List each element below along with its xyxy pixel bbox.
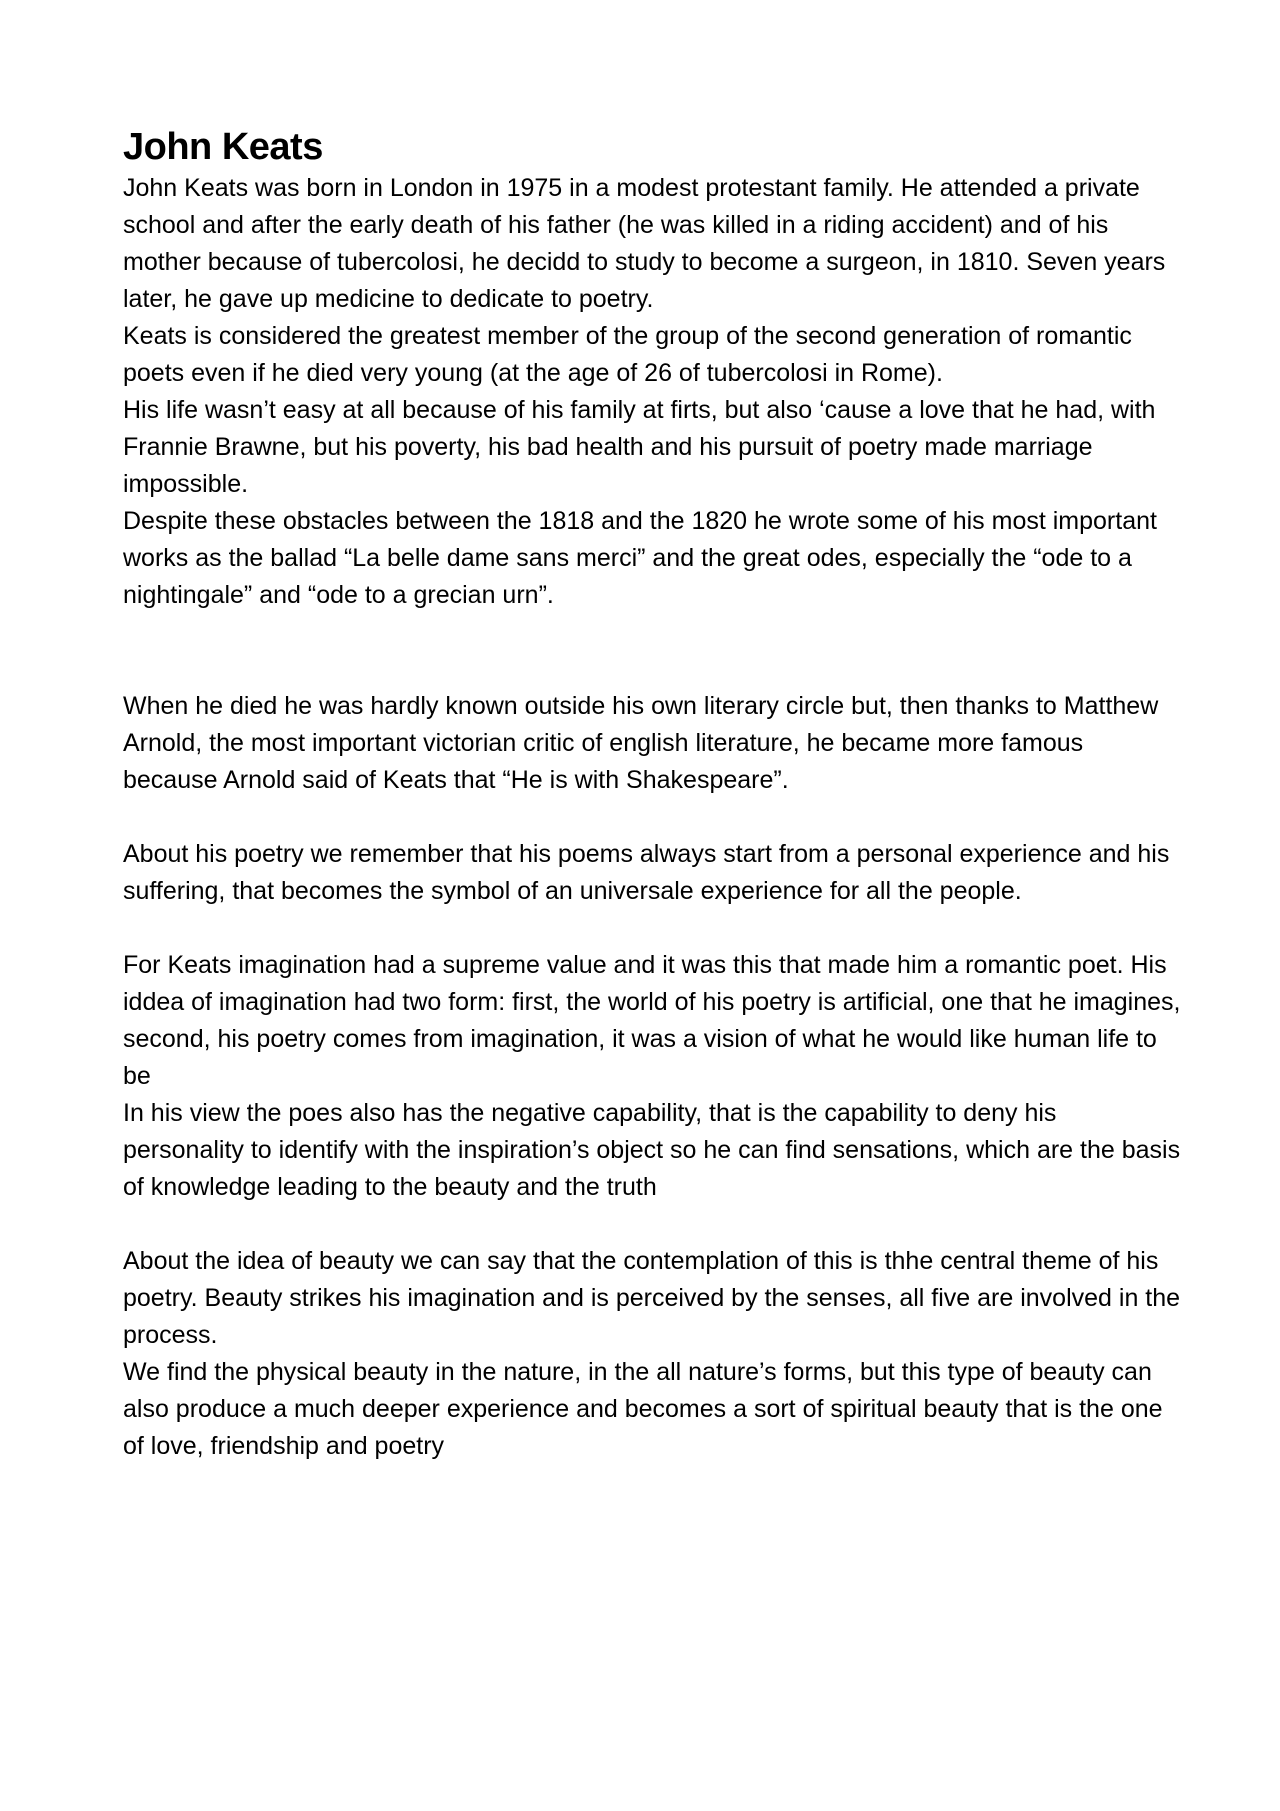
paragraph-birth: John Keats was born in London in 1975 in a modest protestant family. He attended a private school and after the early death of his father (he was killed in a riding accident) and of his mother because of tubercolosi, he decidd to study to become a surgeon, in 1810. Seven years later, he gave up medicine to dedicate to poetry. xyxy=(123,174,1173,313)
paragraph-life: His life wasn’t easy at all because of his family at firts, but also ‘cause a love that he had, with Frannie Brawne, but his poverty, his bad health and his pursuit of poetry made marriage impossible. xyxy=(123,396,1163,498)
paragraph-fame: When he died he was hardly known outside his own literary circle but, then thanks to Matthew Arnold, the most important victorian critic of english literature, he became more famous because Arnold said of Keats that “He is with Shakespeare”. xyxy=(123,692,1164,794)
blank-lines xyxy=(123,614,1183,688)
blank-line xyxy=(123,910,1183,947)
paragraph-romantic-poets: Keats is considered the greatest member of the group of the second generation of romantic poets even if he died very young (at the age of 26 of tubercolosi in Rome). xyxy=(123,322,1139,387)
paragraph-beauty: About the idea of beauty we can say that the contemplation of this is thhe central theme of his poetry. Beauty strikes his imagination and is perceived by the senses, all five are involved in the process. xyxy=(123,1247,1187,1349)
document-page xyxy=(123,124,1188,1465)
paragraph-physical-beauty: We find the physical beauty in the nature, in the all nature’s forms, but this type of beauty can also produce a much deeper experience and becomes a sort of spiritual beauty that is the one of love, friendship and poetry xyxy=(123,1358,1170,1460)
paragraph-negative-capability: In his view the poes also has the negative capability, that is the capability to deny his personality to identify with the inspiration’s object so he can find sensations, which are the basis of knowledge leading to the beauty and the truth xyxy=(123,1099,1188,1201)
paragraph-works: Despite these obstacles between the 1818 and the 1820 he wrote some of his most important works as the ballad “La belle dame sans merci” and the great odes, especially the “ode to a nightingale” and “ode to a grecian urn”. xyxy=(123,507,1164,609)
paragraph-poetry: About his poetry we remember that his poems always start from a personal experience and his suffering, that becomes the symbol of an universale experience for all the people. xyxy=(123,840,1177,905)
paragraph-imagination: For Keats imagination had a supreme value and it was this that made him a romantic poet. His iddea of imagination had two form: first, the world of his poetry is artificial, one that he imagines, second, his poetry comes from imagination, it was a vision of what he would like human life to be xyxy=(123,951,1188,1090)
blank-line xyxy=(123,1206,1183,1243)
blank-line xyxy=(123,799,1183,836)
document-title: John Keats xyxy=(123,126,323,168)
